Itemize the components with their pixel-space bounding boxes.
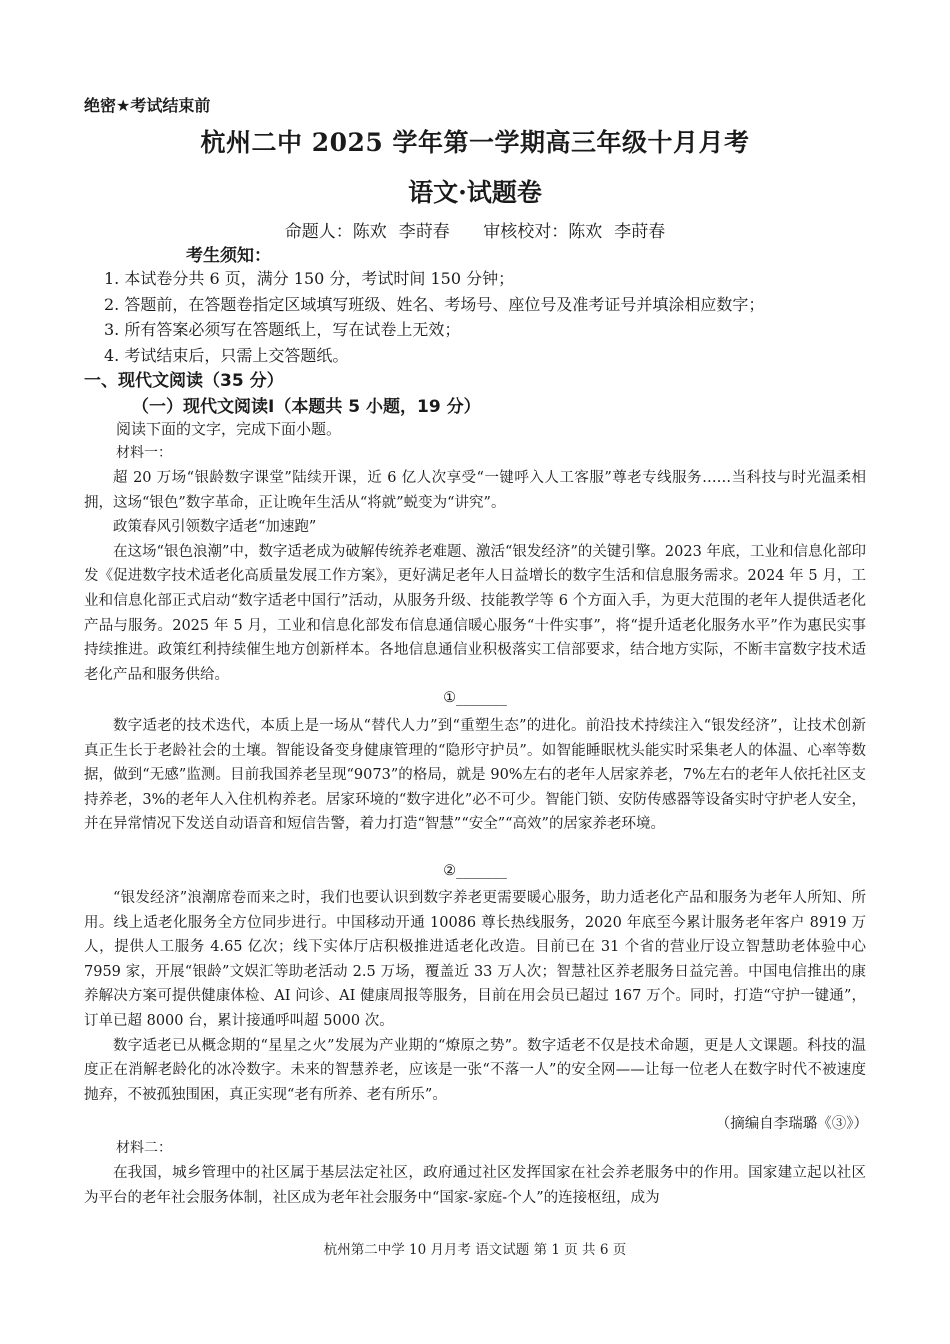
paragraph: 在这场“银色浪潮”中，数字适老成为破解传统养老难题、激活“银发经济”的关键引擎。2023 年底，工业和信息化部印发《促进数字技术适老化高质量发展工作方案》，更好满足老年人日益增长的数字生活和信息服务需求。2024 年 5 月，工业和信息化部正式启动“数字适老中国行”活动，从服务升级、技能教学等 6 个方面入手，为更大范围的老年人提供适老化产品与服务。2025 年 5 月，工业和信息化部发布信息通信暖心服务“十件实事”，将“提升适老化服务水平”作为惠民实事持续推进。政策红利持续催生地方创新样本。各地信息通信业积极落实工信部要求，结合地方实际，不断丰富数字技术适老化产品和服务供给。 [84, 543, 866, 683]
passage-block-4 [84, 1161, 866, 1210]
notice-item: 2. 答题前，在答题卷指定区域填写班级、姓名、考场号、座位号及准考证号并填涂相应数字； [104, 294, 765, 314]
paragraph-heading: 政策春风引领数字适老“加速跑” [113, 519, 317, 536]
confidential-label: 绝密★考试结束前 [84, 96, 211, 115]
paragraph: 数字适老已从概念期的“星星之火”发展为产业期的“燎原之势”。数字适老不仅是技术命题，更是人文课题。科技的温度正在消解老龄化的冰冷数字。未来的智慧养老，应该是一张“不落一人”的安全网——让每一位老人在数字时代不被速度抛弃，不被孤独围困，真正实现“老有所养、老有所乐”。 [84, 1037, 866, 1103]
section-title: 一、现代文阅读（35 分） [84, 371, 284, 391]
authors-line [0, 217, 950, 242]
paragraph: 数字适老的技术迭代，本质上是一场从“替代人力”到“重塑生态”的进化。前沿技术持续注入“银发经济”，让技术创新真正生长于老龄社会的土壤。智能设备变身健康管理的“隐形守护员”。如智能睡眠枕头能实时采集老人的体温、心率等数据，做到“无感”监测。目前我国养老呈现“9073”的格局，就是 90%左右的老年人居家养老，7%左右的老年人依托社区支持养老，3%的老年人入住机构养老。居家环境的“数字进化”必不可少。智能门锁、安防传感器等设备实时守护老人安全，并在异常情况下发送自动语音和短信告警，着力打造“智慧”“安全”“高效”的居家养老环境。 [84, 718, 866, 833]
paragraph: 超 20 万场“银龄数字课堂”陆续开课，近 6 亿人次享受“一键呼入人工客服”尊老专线服务……当科技与时光温柔相拥，这场“银色”数字革命，正让晚年生活从“将就”蜕变为“讲究”。 [84, 470, 866, 511]
reviewer-label: 审核校对：陈欢 [483, 222, 603, 242]
notice-item: 3. 所有答案必须写在答题纸上，写在试卷上无效； [104, 320, 461, 339]
author-label: 命题人：陈欢 [284, 222, 387, 242]
exam-title: 杭州二中 2025 学年第一学期高三年级十月月考 [200, 128, 750, 157]
material2-label: 材料二： [116, 1140, 172, 1156]
paragraph: “银发经济”浪潮席卷而来之时，我们也要认识到数字养老更需要暖心服务，助力适老化产品和服务为老年人所知、所用。线上适老化服务全方位同步进行。中国移动开通 10086 尊长热线服务，2020 年底至今累计服务老年客户 8919 万人，提供人工服务 4.65 亿次；线下实体厅店积极推进适老化改造。目前已在 31 个省的营业厅设立智慧助老体验中心 7959 家，开展“银龄”文娱汇等助老活动 2.5 万场，覆盖近 33 万人次；智慧社区养老服务日益完善。中国电信推出的康养解决方案可提供健康体检、AI 问诊、AI 健康周报等服务，目前在用会员已超过 167 万个。同时，打造“守护一键通”，订单已超 8000 台，累计接通呼叫超 5000 次。 [84, 890, 866, 1029]
page-footer: 杭州第二中学 10 月月考 语文试题 第 1 页 共 6 页 [323, 1242, 627, 1258]
instruction: 阅读下面的文字，完成下面小题。 [116, 420, 342, 438]
notice-item: 4. 考试结束后，只需上交答题纸。 [104, 345, 349, 365]
passage-block-2 [84, 714, 866, 837]
blank-heading-2: ②_______ [443, 863, 507, 879]
blank-heading-1: ①_______ [443, 690, 507, 706]
notice-item: 1. 本试卷分共 6 页，满分 150 分，考试时间 150 分钟； [104, 269, 515, 288]
paragraph: 在我国，城乡管理中的社区属于基层法定社区，政府通过社区发挥国家在社会养老服务中的作用。国家建立起以社区为平台的老年社会服务体制，社区成为老年社会服务中“国家-家庭-个人”的连接枢纽，成为 [84, 1165, 866, 1206]
exam-subtitle: 语文·试题卷 [408, 178, 542, 207]
passage-block-3 [84, 886, 866, 1107]
notice-heading: 考生须知： [186, 246, 271, 266]
reviewer-second: 李莳春 [614, 222, 666, 242]
passage-block-1 [84, 466, 866, 687]
author-second: 李莳春 [398, 222, 450, 242]
material1-label: 材料一： [116, 445, 172, 461]
notice-list [104, 266, 904, 368]
citation: （摘编自李瑞璐《③》） [715, 1116, 868, 1132]
section-subtitle: （一）现代文阅读Ⅰ（本题共 5 小题，19 分） [132, 397, 481, 417]
